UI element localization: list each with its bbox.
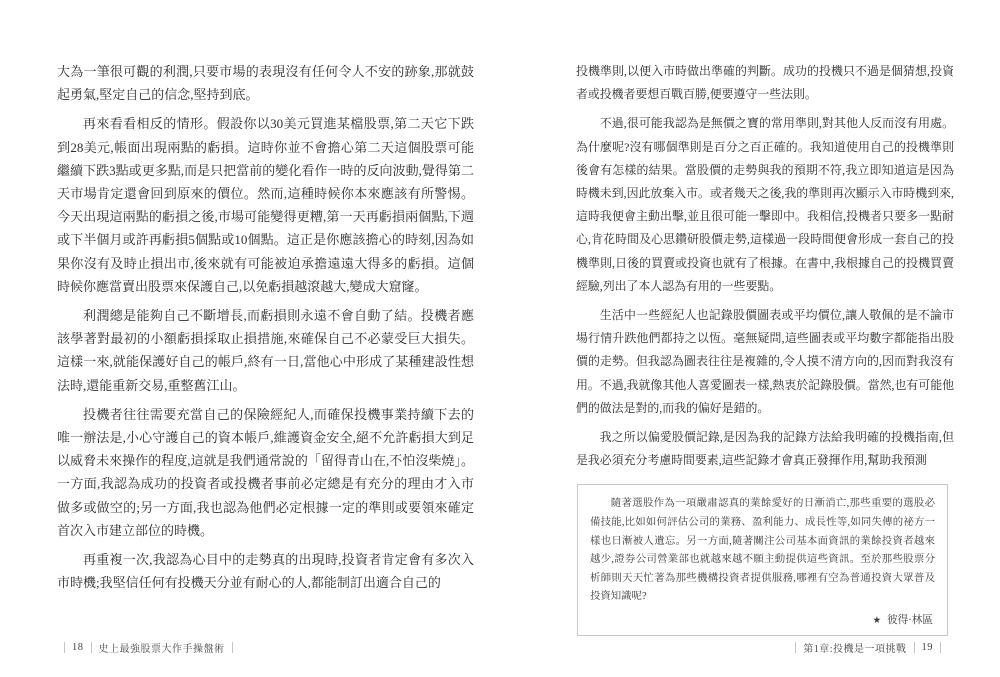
chapter-title: 第1章:投機是一項挑戰 <box>803 644 907 655</box>
quote-box <box>577 484 948 636</box>
book-title: 史上最強股票大作手操盤術 <box>98 644 225 655</box>
paragraph: 不過,很可能我認為是無價之寶的常用準則,對其他人反而沒有用處。為什麼呢?沒有哪個準則是百分之百正確的。我知道使用自己的投機準則後會有怎樣的結果。當股價的走勢與我的預期不符,我立即知道這是因為時機未到,因此放棄入市。或者幾天之後,我的準則再次顯示入市時機到來,這時我便會主動出擊,並且很可能一擊即中。我相信,投機者只要多一點耐心,肯花時間及心思鑽研股價走勢,這樣過一段時間便會形成一套自己的投機準則,日後的買賣或投資也就有了根據。在書中,我根據自己的投機買賣經驗,列出了本人認為有用的一些要點。 <box>576 116 954 293</box>
quote-author: 彼得·林區 <box>887 615 933 627</box>
paragraph: 利潤總是能夠自己不斷增長,而虧損則永遠不會自動了結。投機者應該學著對最初的小額虧損採取止損措施,來確保自己不必蒙受巨大損失。這樣一來,就能保護好自己的帳戶,終有一日,當他心中形成了某種建設性想法時,還能重新交易,重整舊江山。 <box>57 308 474 393</box>
footer-divider <box>64 642 65 653</box>
quote-attribution <box>590 612 933 627</box>
left-page <box>57 60 474 600</box>
paragraph: 再來看看相反的情形。假設你以30美元買進某檔股票,第二天它下跌到28美元,帳面出現兩點的虧損。這時你並不會擔心第二天這個股票可能繼續下跌3點或更多點,而是只把當前的變化看作一時的反向波動,覺得第二天市場肯定還會回到原來的價位。然而,這種時候你本來應該有所警惕。今天出現這兩點的虧損之後,市場可能變得更糟,第一天再虧損兩個點,下週或下半個月或許再虧損5個點或10個點。這正是你應該擔心的時刻,因為如果你沒有及時止損出市,後來就有可能被迫承擔遠遠大得多的虧損。這個時候你應當賣出股票來保護自己,以免虧損越滾越大,變成大窟窿。 <box>57 116 474 294</box>
paragraph: 投機準則,以便入市時做出準確的判斷。成功的投機只不過是個猜想,投資者或投機者要想百戰百勝,便要遵守一些法則。 <box>576 64 954 102</box>
footer-divider <box>914 642 915 653</box>
footer-divider <box>232 642 233 653</box>
paragraph: 大為一筆很可觀的利潤,只要市場的表現沒有任何令人不安的跡象,那就鼓起勇氣,堅定自己的信念,堅持到底。 <box>57 64 474 103</box>
paragraph: 生活中一些經紀人也記錄股價圖表或平均價位,讓人敬佩的是不論市場行情升跌他們都持之以恆。毫無疑問,這些圖表或平均數字都能指出股價的走勢。但我認為圖表往往是複雜的,令人摸不清方向的,因而對我沒有用。不過,我就像其他人喜愛圖表一樣,熱衷於記錄股價。當然,也有可能他們的做法是對的,而我的偏好是錯的。 <box>576 308 954 415</box>
star-icon: ★ <box>872 616 882 627</box>
right-page <box>576 60 954 636</box>
right-page-number: 19 <box>921 642 933 653</box>
right-page-footer <box>788 640 948 655</box>
paragraph: 投機者往往需要充當自己的保險經紀人,而確保投機事業持續下去的唯一辦法是,小心守護自己的資本帳戶,維護資金安全,絕不允許虧損大到足以威脅未來操作的程度,這就是我們通常說的「留得青山在,不怕沒柴燒」。一方面,我認為成功的投資者或投機者事前必定總是有充分的理由才入市做多或做空的;另一方面,我也認為他們必定根據一定的準則或要領來確定首次入市建立部位的時機。 <box>57 406 474 538</box>
footer-divider <box>940 642 941 653</box>
paragraph: 我之所以偏愛股價記錄,是因為我的記錄方法給我明確的投機指南,但是我必須充分考慮時間要素,這些記錄才會真正發揮作用,幫助我預測 <box>576 430 954 468</box>
quote-text: 隨著選股作為一項嚴肅認真的業餘愛好的日漸消亡,那些重要的選股必備技能,比如如何評估公司的業務、盈利能力、成長性等,如同失傳的祕方一樣也日漸被人遺忘。另一方面,隨著關注公司基本面資訊的業餘投資者越來越少,證券公司營業部也就越來越不願主動提供這些資訊。至於那些股票分析師則天天忙著為那些機構投資者提供服務,哪裡有空為普通投資大眾普及投資知識呢? <box>590 498 935 603</box>
footer-divider <box>91 642 92 653</box>
footer-divider <box>795 642 796 653</box>
left-page-number: 18 <box>72 642 84 653</box>
left-page-footer <box>57 640 240 655</box>
paragraph: 再重複一次,我認為心目中的走勢真的出現時,投資者肯定會有多次入市時機;我堅信任何有投機天分並有耐心的人,都能制訂出適合自己的 <box>57 552 474 591</box>
